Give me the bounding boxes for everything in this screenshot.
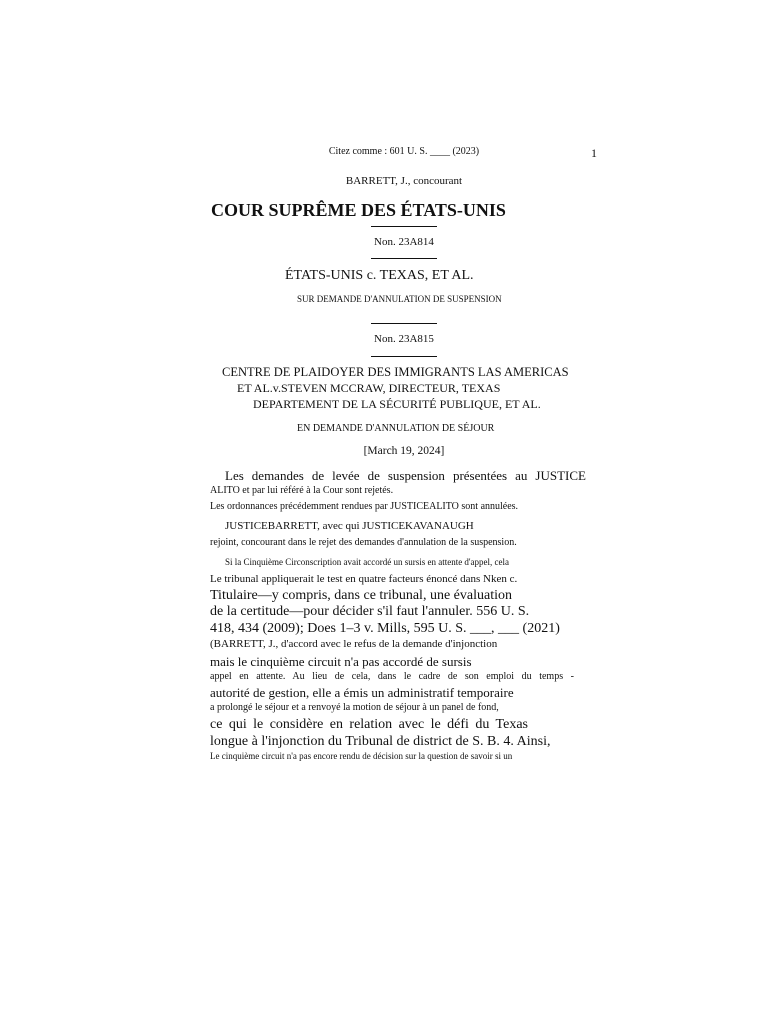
body-line: appel en attente. Au lieu de cela, dans le cadre de son emploi du temps -	[210, 671, 574, 682]
body-line: JUSTICEBARRETT, avec qui JUSTICEKAVANAUGH	[225, 520, 474, 532]
case-parties-1: ÉTATS-UNIS c. TEXAS, ET AL.	[285, 268, 474, 283]
divider	[371, 258, 437, 259]
body-line: Les ordonnances précédemment rendues par JUSTICEALITO sont annulées.	[210, 501, 519, 512]
case-parties-2-line2: ET AL.v.STEVEN MCCRAW, DIRECTEUR, TEXAS	[237, 381, 501, 395]
body-line: de la certitude—pour décider s'il faut l'annuler. 556 U. S.	[210, 604, 530, 619]
decision-date: [March 19, 2024]	[363, 445, 445, 457]
body-line: Le cinquième circuit n'a pas encore rendu de décision sur la question de savoir si un	[210, 751, 513, 761]
page-number: 1	[591, 146, 597, 160]
body-line: mais le cinquième circuit n'a pas accordé de sursis	[210, 654, 472, 669]
body-line: 418, 434 (2009); Does 1–3 v. Mills, 595 U. S. ___, ___ (2021)	[210, 621, 560, 636]
body-line: ALITO et par lui référé à la Cour sont rejetés.	[210, 485, 394, 496]
body-line: autorité de gestion, elle a émis un administratif temporaire	[210, 685, 514, 700]
court-title: COUR SUPRÊME DES ÉTATS-UNIS	[211, 200, 506, 220]
body-line: ce qui le considère en relation avec le défi du Texas	[210, 717, 528, 732]
body-line: Le tribunal appliquerait le test en quatre facteurs énoncé dans Nken c.	[210, 573, 518, 585]
body-line: a prolongé le séjour et a renvoyé la motion de séjour à un panel de fond,	[210, 702, 499, 713]
divider	[371, 323, 437, 324]
case-motion-2: EN DEMANDE D'ANNULATION DE SÉJOUR	[297, 423, 495, 434]
citation-line: Citez comme : 601 U. S. ____ (2023)	[328, 146, 480, 157]
body-line: rejoint, concourant dans le rejet des demandes d'annulation de la suspension.	[210, 537, 517, 548]
body-line: Si la Cinquième Circonscription avait accordé un sursis en attente d'appel, cela	[225, 557, 510, 567]
body-line: longue à l'injonction du Tribunal de district de S. B. 4. Ainsi,	[210, 734, 551, 749]
body-line: Titulaire—y compris, dans ce tribunal, une évaluation	[210, 588, 512, 603]
body-line: (BARRETT, J., d'accord avec le refus de la demande d'injonction	[210, 638, 498, 650]
opinion-author: BARRETT, J., concourant	[345, 175, 463, 187]
docket-number-1: Non. 23A814	[374, 236, 434, 248]
case-parties-2-line3: DEPARTEMENT DE LA SÉCURITÉ PUBLIQUE, ET AL.	[253, 397, 541, 411]
docket-number-2: Non. 23A815	[374, 333, 434, 345]
body-line: Les demandes de levée de suspension présentées au JUSTICE	[225, 468, 586, 483]
case-parties-2-line1: CENTRE DE PLAIDOYER DES IMMIGRANTS LAS AMERICAS	[222, 365, 569, 379]
divider	[371, 356, 437, 357]
divider	[371, 226, 437, 227]
case-motion-1: SUR DEMANDE D'ANNULATION DE SUSPENSION	[297, 294, 502, 304]
